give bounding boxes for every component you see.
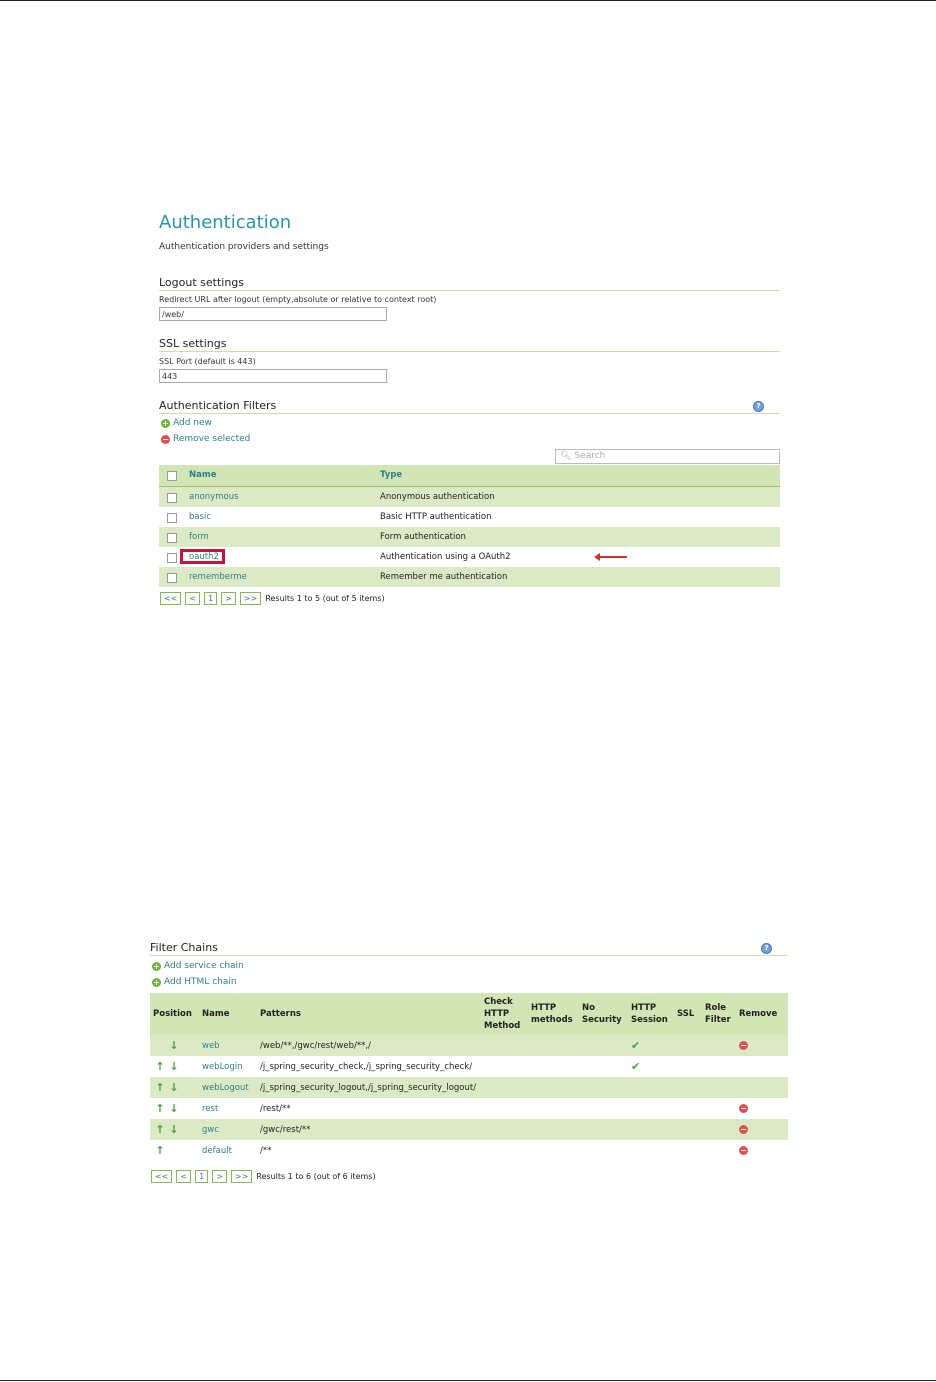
column-header-name: Name — [199, 993, 257, 1035]
add-html-chain-button[interactable] — [152, 977, 237, 987]
move-up-icon[interactable]: ↑ — [155, 1102, 165, 1115]
table-row — [159, 567, 780, 587]
row-checkbox[interactable] — [167, 533, 177, 543]
move-down-icon[interactable]: ↓ — [169, 1039, 179, 1052]
first-page-button[interactable]: << — [151, 1170, 172, 1183]
page-bottom-rule — [0, 1380, 936, 1381]
remove-icon[interactable]: − — [740, 1124, 747, 1134]
chain-name-link[interactable]: rest — [202, 1103, 219, 1114]
column-header-http-methods: HTTP methods — [528, 993, 579, 1035]
red-arrow-icon — [597, 556, 627, 558]
remove-icon[interactable]: − — [740, 1040, 747, 1050]
move-down-icon[interactable]: ↓ — [169, 1081, 179, 1094]
table-row — [150, 1119, 788, 1140]
column-header-no-security: No Security — [579, 993, 628, 1035]
filter-type: Remember me authentication — [380, 572, 508, 582]
add-service-chain-label: Add service chain — [164, 961, 244, 971]
filter-type: Authentication using a OAuth2 — [380, 552, 511, 562]
chain-patterns: /web/**,/gwc/rest/web/**,/ — [257, 1035, 481, 1056]
pager — [160, 592, 385, 605]
filter-chains-table — [150, 993, 788, 1161]
prev-page-button[interactable]: < — [176, 1170, 191, 1183]
chain-patterns: /** — [260, 1145, 272, 1156]
ssl-port-input[interactable]: 443 — [159, 369, 387, 383]
position-cell — [150, 1035, 199, 1056]
add-icon: + — [153, 961, 160, 971]
search-placeholder: Search — [574, 451, 606, 461]
page-subtitle: Authentication providers and settings — [159, 242, 329, 252]
position-cell — [150, 1077, 199, 1098]
position-cell — [150, 1140, 199, 1161]
move-down-icon[interactable]: ↓ — [169, 1060, 179, 1073]
help-icon[interactable]: ? — [761, 943, 772, 954]
table-header — [150, 993, 788, 1035]
chain-name-link[interactable]: gwc — [199, 1119, 257, 1140]
next-page-button[interactable]: > — [212, 1170, 227, 1183]
checkmark-icon: ✔ — [631, 1060, 641, 1073]
page-title: Authentication — [159, 212, 292, 233]
position-cell — [150, 1119, 199, 1140]
remove-icon[interactable]: − — [740, 1103, 747, 1113]
position-cell — [150, 1098, 199, 1119]
chain-name-link[interactable]: default — [202, 1145, 232, 1156]
filter-type: Anonymous authentication — [380, 492, 495, 502]
page-1-button[interactable]: 1 — [204, 592, 217, 605]
row-checkbox[interactable] — [167, 513, 177, 523]
pager — [151, 1170, 376, 1183]
row-checkbox[interactable] — [167, 553, 177, 563]
logout-url-input[interactable]: /web/ — [159, 307, 387, 321]
column-header-position: Position — [150, 993, 199, 1035]
move-up-icon[interactable]: ↑ — [155, 1144, 165, 1157]
chain-patterns: /j_spring_security_logout,/j_spring_security_logout/ — [257, 1077, 481, 1098]
remove-icon[interactable]: − — [740, 1145, 747, 1155]
filter-chains-heading: Filter Chains — [150, 941, 788, 956]
remove-icon: − — [162, 434, 169, 444]
column-header-ssl: SSL — [674, 993, 702, 1035]
add-icon: + — [153, 977, 160, 987]
filter-name-link[interactable]: rememberme — [189, 572, 247, 582]
next-page-button[interactable]: > — [221, 592, 236, 605]
add-new-button[interactable] — [161, 418, 212, 428]
column-header-http-session: HTTP Session — [628, 993, 674, 1035]
results-text: Results 1 to 6 (out of 6 items) — [256, 1172, 376, 1181]
chain-patterns: /j_spring_security_check,/j_spring_security_check/ — [260, 1061, 473, 1072]
select-all-checkbox[interactable] — [167, 471, 177, 481]
logout-url-label: Redirect URL after logout (empty,absolute or relative to context root) — [159, 295, 437, 304]
checkmark-icon: ✔ — [631, 1039, 641, 1052]
column-header-patterns: Patterns — [257, 993, 481, 1035]
page-top-rule — [0, 0, 936, 1]
filter-chains-panel — [150, 940, 788, 1190]
remove-selected-button[interactable] — [161, 434, 250, 444]
table-row — [159, 547, 780, 567]
position-cell — [150, 1056, 199, 1077]
add-html-chain-label: Add HTML chain — [164, 977, 237, 987]
ssl-settings-heading: SSL settings — [159, 337, 780, 352]
chain-name-link[interactable]: webLogin — [202, 1061, 243, 1072]
chain-patterns: /rest/** — [260, 1103, 291, 1114]
prev-page-button[interactable]: < — [185, 592, 200, 605]
table-header — [159, 465, 780, 487]
page-1-button[interactable]: 1 — [195, 1170, 208, 1183]
add-icon: + — [162, 418, 169, 428]
logout-settings-heading: Logout settings — [159, 276, 780, 291]
column-header-type[interactable]: Type — [380, 470, 403, 480]
move-up-icon[interactable]: ↑ — [155, 1081, 165, 1094]
auth-filters-table — [159, 465, 780, 587]
move-down-icon[interactable]: ↓ — [169, 1123, 179, 1136]
filter-name-link[interactable]: form — [189, 532, 209, 542]
table-row — [150, 1140, 788, 1161]
search-input[interactable] — [555, 449, 780, 464]
chain-patterns: /gwc/rest/** — [257, 1119, 481, 1140]
table-row — [159, 507, 780, 527]
results-text: Results 1 to 5 (out of 5 items) — [265, 594, 385, 603]
column-header-check-http-method: Check HTTP Method — [481, 993, 528, 1035]
chain-name-link[interactable]: web — [199, 1035, 257, 1056]
filter-name-link[interactable]: oauth2 — [189, 552, 219, 562]
help-icon[interactable]: ? — [753, 401, 764, 412]
filter-name-link[interactable]: anonymous — [189, 492, 239, 502]
table-row — [159, 527, 780, 547]
column-header-remove: Remove — [736, 993, 788, 1035]
column-header-name[interactable]: Name — [189, 470, 217, 480]
first-page-button[interactable]: << — [160, 592, 181, 605]
last-page-button[interactable]: >> — [240, 592, 261, 605]
search-icon: 🔍︎ — [560, 451, 572, 461]
table-row — [150, 1056, 788, 1077]
auth-filters-heading: Authentication Filters — [159, 399, 780, 414]
row-checkbox[interactable] — [167, 493, 177, 503]
add-new-label: Add new — [173, 418, 212, 428]
ssl-port-label: SSL Port (default is 443) — [159, 357, 256, 366]
table-row — [150, 1035, 788, 1056]
move-up-icon[interactable]: ↑ — [155, 1060, 165, 1073]
table-row — [159, 487, 780, 507]
move-down-icon[interactable]: ↓ — [169, 1102, 179, 1115]
move-up-icon[interactable]: ↑ — [155, 1123, 165, 1136]
column-header-role-filter: Role Filter — [702, 993, 736, 1035]
table-row — [150, 1077, 788, 1098]
filter-name-link[interactable]: basic — [189, 512, 212, 522]
remove-selected-label: Remove selected — [173, 434, 251, 444]
filter-type: Form authentication — [380, 532, 466, 542]
last-page-button[interactable]: >> — [231, 1170, 252, 1183]
add-service-chain-button[interactable] — [152, 961, 244, 971]
table-row — [150, 1098, 788, 1119]
authentication-panel — [159, 206, 780, 610]
chain-name-link[interactable]: webLogout — [199, 1077, 257, 1098]
filter-type: Basic HTTP authentication — [380, 512, 492, 522]
row-checkbox[interactable] — [167, 573, 177, 583]
